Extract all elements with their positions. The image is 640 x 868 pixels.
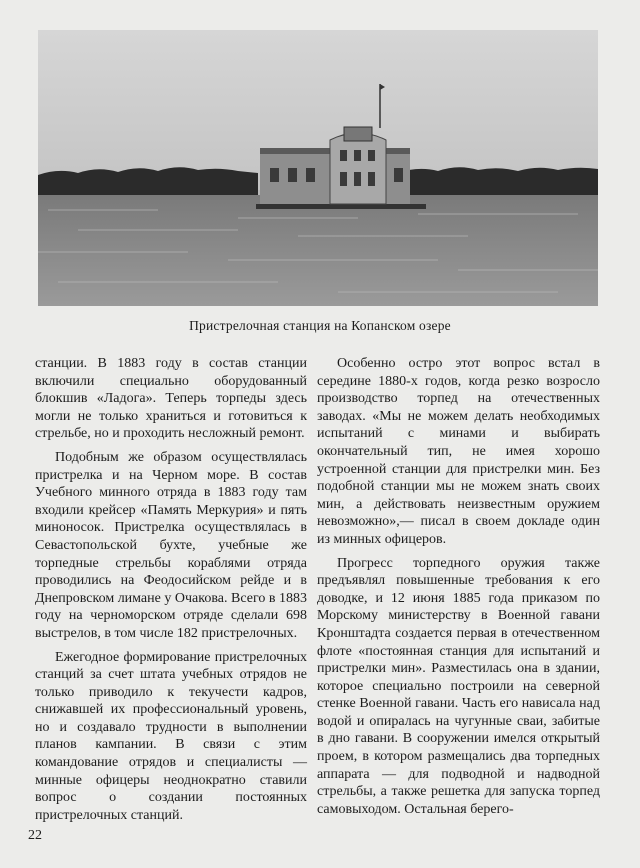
left-paragraph: Подобным же образом осуществлялась пристрелка и на Черном море. В состав Учебного минного отряда в 1883 году там входили крейсер «Память Меркурия» и пять миноносок. Пристрелка осуществлялась в Севастопольской бухте, учебные же торпедные стрельбы кораблями отряда проводились на Феодосийском рейде и в Днепровском лимане у Очакова. Всего в 1883 году на черноморском отряде сделали 698 выстрелов, в том числе 182 пристрелочных. bbox=[35, 449, 307, 641]
right-paragraph: Особенно остро этот вопрос встал в середине 1880-х годов, когда резко возросло производство торпед на отечественных заводах. «Мы не можем делать необходимых испытаний с минами и выбирать окончательный тип, не имея хорошо устроенной станции для пристрелки мин. Без подобной станции мы не можем знать своих мин, а действовать неизвестным оружием невозможно»,— писал в своем докладе один из минных офицеров. bbox=[317, 356, 600, 547]
left-paragraph: станции. В 1883 году в состав станции включили специально оборудованный блокшив «Ладога». Теперь торпеды здесь могли не только храниться и готовиться к стрельбе, но и проходить несложный ремонт. bbox=[35, 356, 307, 442]
page-number: 22 bbox=[28, 828, 42, 843]
right-paragraph: Прогресс торпедного оружия также предъявлял повышенные требования к его доводке, и 12 июня 1885 года приказом по Морскому министерству в Военной гавани Кронштадта создается первая в отечественном флоте «постоянная станция для испытаний и пристрелки мин». Разместилась она в здании, которое специально построили на северной стенке Военной гавани. Часть его нависала над водой и опиралась на чугунные сваи, забитые в дно гавани. В сооружении имелся открытый проем, в котором размещались два торпедных аппарата — для подводной и надводной стрельбы, а также решетка для запуска торпед самовыходом. Остальная берего- bbox=[317, 555, 600, 817]
right-column bbox=[317, 355, 600, 824]
left-column bbox=[35, 355, 307, 830]
left-paragraph: Ежегодное формирование пристрелочных станций за счет штата учебных отрядов не только приводило к текучести кадров, снижавшей их профессиональный уровень, но и создавало трудности в выполнении планов кампании. В связи с этим командование отрядов и специалисты — минные офицеры неоднократно ставили вопрос о создании постоянных пристрелочных станций. bbox=[35, 649, 307, 823]
photo-pristrelochnaya-stantsiya bbox=[38, 30, 598, 306]
figure-caption: Пристрелочная станция на Копанском озере bbox=[189, 318, 451, 333]
